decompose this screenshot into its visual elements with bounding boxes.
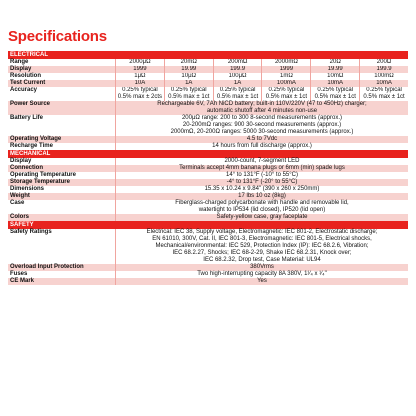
range-cell: 2000mΩ xyxy=(261,59,310,66)
range-cell: 1A xyxy=(164,80,213,87)
cell-line: 0.5% max ± 1ct xyxy=(216,94,259,100)
spec-row-display xyxy=(8,158,408,165)
value-line: 15.35 x 10.24 x 9.84" (390 x 260 x 250mm) xyxy=(204,186,320,192)
value-line: Safety-yellow case, gray faceplate xyxy=(216,214,308,220)
spec-label: Fuses xyxy=(8,271,116,278)
range-cell xyxy=(164,87,213,101)
page-title: Specifications xyxy=(8,28,107,45)
spec-value xyxy=(116,136,408,143)
spec-row-weight xyxy=(8,193,408,200)
spec-label: CE Mark xyxy=(8,278,116,285)
range-cell: 20mΩ xyxy=(164,59,213,66)
spec-label: Test Current xyxy=(8,80,116,87)
spec-label: Display xyxy=(8,158,116,165)
safety-rows xyxy=(8,229,408,285)
spec-row-operating-voltage xyxy=(8,136,408,143)
value-line: 14° to 131°F (-10° to 55°C) xyxy=(226,172,298,178)
range-cell: 100mA xyxy=(261,80,310,87)
spec-row-accuracy xyxy=(8,87,408,101)
range-cells xyxy=(116,80,408,87)
spec-label: Recharge Time xyxy=(8,143,116,150)
section-header-safety: SAFETY xyxy=(8,221,408,229)
spec-value xyxy=(116,193,408,200)
spec-label: Operating Temperature xyxy=(8,172,116,179)
cell-line: 0.25% typical xyxy=(219,87,256,93)
cell-line: 0.5% max ± 1ct xyxy=(314,94,356,100)
value-line: Mechanical/environmental: IEC 529, Protection Index (IP): IEC 68.2.6, Vibration; xyxy=(155,243,369,249)
spec-label: Range xyxy=(8,59,116,66)
range-cell xyxy=(359,87,408,101)
spec-value xyxy=(116,101,408,115)
mechanical-rows xyxy=(8,158,408,221)
spec-row-connection xyxy=(8,165,408,172)
cell-line: 0.25% typical xyxy=(170,87,207,93)
spec-label: Battery Life xyxy=(8,115,116,136)
spec-value xyxy=(116,179,408,186)
spec-row-ce-mark xyxy=(8,278,408,285)
range-cell: 199.9 xyxy=(213,66,262,73)
range-cell xyxy=(116,87,164,101)
spec-value xyxy=(116,229,408,264)
range-cells xyxy=(116,73,408,80)
range-cell xyxy=(261,87,310,101)
spec-table xyxy=(8,51,408,285)
range-cell: 200Ω xyxy=(359,59,408,66)
range-cell: 19.99 xyxy=(164,66,213,73)
spec-row-dimensions xyxy=(8,186,408,193)
spec-label: Power Source xyxy=(8,101,116,115)
range-cell: 19.99 xyxy=(310,66,359,73)
range-cell: 100mΩ xyxy=(359,73,408,80)
spec-label: Colors xyxy=(8,214,116,221)
range-cell: 100μΩ xyxy=(213,73,262,80)
value-line: Fiberglass-charged polycarbonate with handle and removable lid, xyxy=(175,200,349,206)
section-header-mechanical: MECHANICAL xyxy=(8,150,408,158)
value-line: Yes xyxy=(257,278,267,284)
cell-line: 0.25% typical xyxy=(317,87,354,93)
cell-line: 0.5% max ± 1ct xyxy=(265,94,308,100)
value-line: 14 hours from full discharge (approx.) xyxy=(212,143,312,149)
range-cell: 1mΩ xyxy=(261,73,310,80)
range-cells xyxy=(116,66,408,73)
value-line: 2000mΩ, 20-200Ω ranges: 5000 30-second measurements (approx.) xyxy=(170,129,354,135)
range-cell: 199.9 xyxy=(359,66,408,73)
value-line: IEC 68.2.27, Shocks; IEC 68-2-29, Shake IEC 68.2.31, Knock over; xyxy=(172,250,352,256)
spec-label: Safety Ratings xyxy=(8,229,116,264)
spec-label: Accuracy xyxy=(8,87,116,101)
spec-value xyxy=(116,143,408,150)
spec-row-case xyxy=(8,200,408,214)
spec-row-fuses xyxy=(8,271,408,278)
cell-line: 0.5% max ± 1ct xyxy=(168,94,210,100)
cell-line: 0.5% max ± 2cts xyxy=(117,94,163,100)
range-cell: 1999 xyxy=(261,66,310,73)
spec-label: Weight xyxy=(8,193,116,200)
spec-row-recharge-time xyxy=(8,143,408,150)
range-cell xyxy=(213,87,262,101)
range-cell: 10mΩ xyxy=(310,73,359,80)
range-cell: 200mΩ xyxy=(213,59,262,66)
spec-row-safety-ratings xyxy=(8,229,408,264)
spec-value xyxy=(116,115,408,136)
spec-row-resolution xyxy=(8,73,408,80)
value-line: Electrical: IEC 38, Supply voltage, Electromagnetic: IEC 801-2, Electrostatic discharge; xyxy=(146,229,378,235)
spec-value xyxy=(116,264,408,271)
spec-value xyxy=(116,186,408,193)
range-cell: 1μΩ xyxy=(134,73,146,79)
range-cells xyxy=(116,59,408,66)
value-line: Rechargeable 6V, 7Ah NiCD battery; built-in 110V/220V (47 to 450Hz) charger; xyxy=(157,101,367,107)
value-line: Terminals accept 4mm banana plugs or 6mm (min) spade lugs xyxy=(179,165,345,171)
range-cell: 10μΩ xyxy=(164,73,213,80)
electrical-rows xyxy=(8,59,408,150)
cell-line: 0.5% max ± 1ct xyxy=(363,94,405,100)
spec-label: Overload Input Protection xyxy=(8,264,116,271)
range-cells xyxy=(116,87,408,101)
spec-row-power-source xyxy=(8,101,408,115)
value-line: Two high-interrupting capacity 8A 380V, 1¹⁄₄ x ¹⁄₄" xyxy=(197,271,327,277)
value-line: 200μΩ range: 200 to 300 8-second measurements (approx.) xyxy=(181,115,343,121)
value-line: IEC 68.2.32, Drop test, Case Material: UL94 xyxy=(203,257,321,263)
cell-line: 0.25% typical xyxy=(122,87,158,93)
spec-row-battery-life xyxy=(8,115,408,136)
spec-row-range xyxy=(8,59,408,66)
spec-label: Connection xyxy=(8,165,116,172)
cell-line: 0.25% typical xyxy=(268,87,305,93)
value-line: 4.5 to 7Vdc xyxy=(246,136,278,142)
spec-value xyxy=(116,158,408,165)
spec-label: Resolution xyxy=(8,73,116,80)
range-cell xyxy=(310,87,359,101)
spec-row-storage-temperature xyxy=(8,179,408,186)
value-line: 20-200mΩ ranges: 900 30-second measurements (approx.) xyxy=(182,122,342,128)
spec-value xyxy=(116,172,408,179)
spec-label: Display xyxy=(8,66,116,73)
section-header-electrical: ELECTRICAL xyxy=(8,51,408,59)
range-cell: 2000μΩ xyxy=(129,59,151,65)
spec-value xyxy=(116,214,408,221)
range-cell: 10mA xyxy=(310,80,359,87)
spec-row-colors xyxy=(8,214,408,221)
spec-label: Operating Voltage xyxy=(8,136,116,143)
range-cell: 10A xyxy=(134,80,146,86)
spec-value xyxy=(116,200,408,214)
value-line: 17 lbs 10 oz (8kg) xyxy=(238,193,286,199)
spec-row-operating-temperature xyxy=(8,172,408,179)
value-line: 380Vrms xyxy=(250,264,274,270)
spec-row-display xyxy=(8,66,408,73)
value-line: -4° to 131°F (-20° to 55°C) xyxy=(226,179,298,185)
spec-row-test-current xyxy=(8,80,408,87)
spec-value xyxy=(116,165,408,172)
spec-label: Storage Temperature xyxy=(8,179,116,186)
spec-label: Dimensions xyxy=(8,186,116,193)
spec-label: Case xyxy=(8,200,116,214)
range-cell: 1999 xyxy=(133,66,147,72)
value-line: automatic shutoff after 4 minutes non-use xyxy=(206,108,318,114)
spec-value xyxy=(116,271,408,278)
cell-line: 0.25% typical xyxy=(366,87,402,93)
range-cell: 10mA xyxy=(359,80,408,87)
value-line: EN 61010, 300V, Cat. II, IEC 801-3, Electromagnetic: IEC 801-5, Electrical shocks, xyxy=(152,236,372,242)
spec-value xyxy=(116,278,408,285)
range-cell: 1A xyxy=(213,80,262,87)
range-cell: 20Ω xyxy=(310,59,359,66)
value-line: 2000-count, 7-segment LED xyxy=(224,158,300,164)
spec-row-overload-input-protection xyxy=(8,264,408,271)
value-line: watertight to IP534 (lid closed), IP520 (lid open) xyxy=(198,207,326,213)
